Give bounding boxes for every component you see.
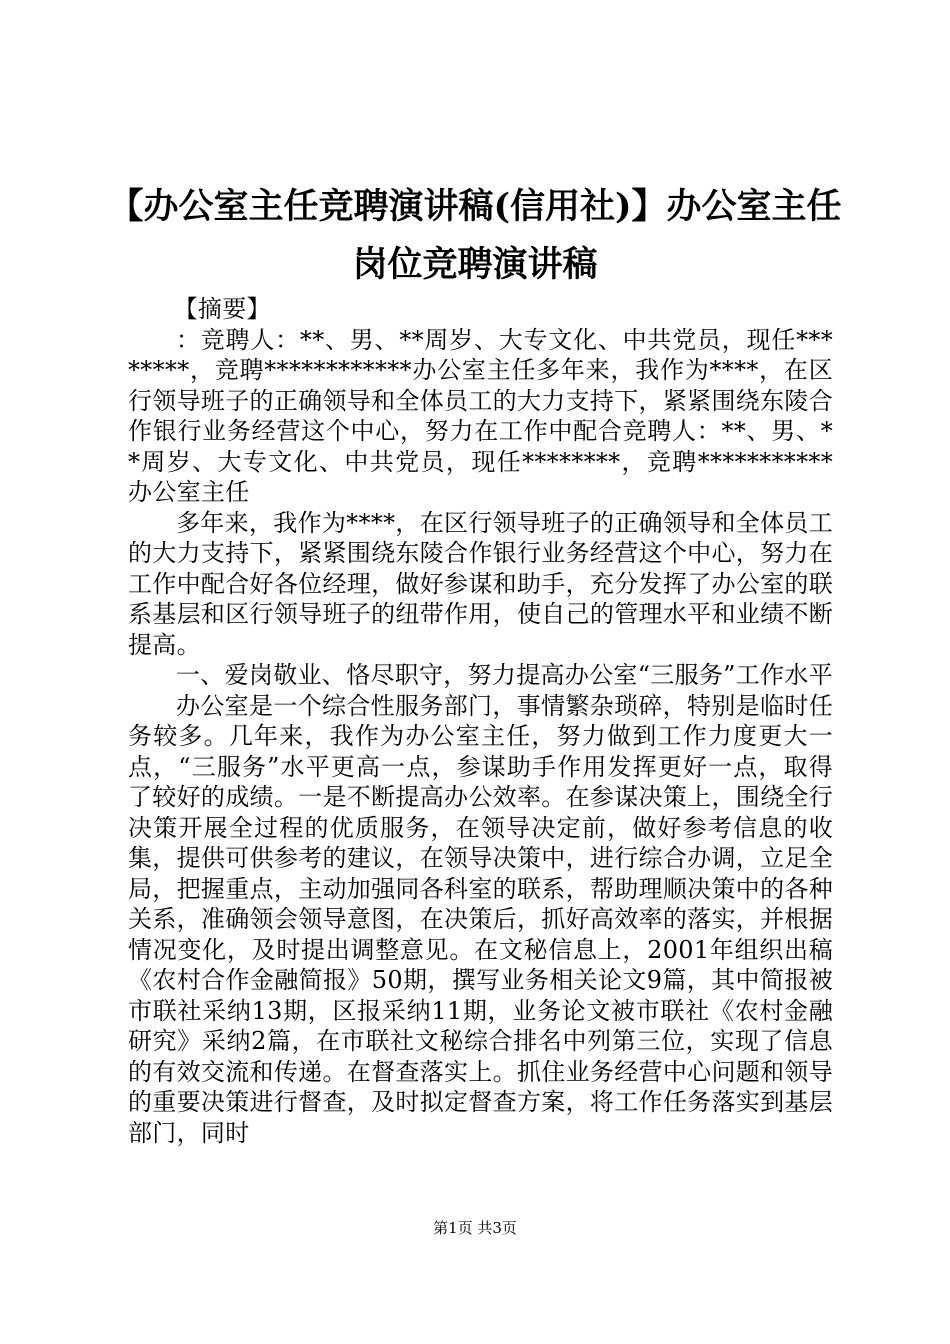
summary-text: ：竞聘人：**、男、**周岁、大专文化、中共党员，现任********，竞聘************办公室主任多年来，我作为****，在区行领导班子的正确领导和全体员工的大力支持下，紧紧围绕东陵合作银行业务经营这个中心，努力在工作中配合竞聘人：**、男、**周岁、大专文化、中共党员，现任********，竞聘***********办公室主任 (128, 325, 833, 506)
body-paragraph: 办公室是一个综合性服务部门，事情繁杂琐碎，特别是临时任务较多。几年来，我作为办公室主任，努力做到工作力度更大一点，“三服务”水平更高一点，参谋助手作用发挥更好一点，取得了较好的成绩。一是不断提高办公效率。在参谋决策上，围绕全行决策开展全过程的优质服务，在领导决定前，做好参考信息的收集，提供可供参考的建议，在领导决策中，进行综合办调，立足全局，把握重点，主动加强同各科室的联系，帮助理顺决策中的各种关系，准确领会领导意图，在决策后，抓好高效率的落实，并根据情况变化，及时提出调整意见。在文秘信息上，2001年组织出稿《农村合作金融简报》50期，撰写业务相关论文9篇，其中简报被市联社采纳13期，区报采纳11期，业务论文被市联社《农村金融研究》采纳2篇，在市联社文秘综合排名中列第三位，实现了信息的有效交流和传递。在督查落实上。抓住业务经营中心问题和领导的重要决策进行督查，及时拟定督查方案，将工作任务落实到基层部门，同时 (128, 691, 833, 1147)
page-footer: 第1页 共3页 (433, 1219, 517, 1237)
document-body (128, 294, 833, 1148)
summary-heading: 【摘要】 (173, 295, 271, 323)
body-paragraph: 多年来，我作为****，在区行领导班子的正确领导和全体员工的大力支持下，紧紧围绕东陵合作银行业务经营这个中心，努力在工作中配合好各位经理，做好参谋和助手，充分发挥了办公室的联系基层和区行领导班子的纽带作用，使自己的管理水平和业绩不断提高。 (128, 508, 833, 659)
section-heading: 一、爱岗敬业、恪尽职守，努力提高办公室“三服务”工作水平 (176, 661, 833, 689)
document-title: 【办公室主任竞聘演讲稿(信用社)】办公室主任岗位竞聘演讲稿 (108, 186, 842, 285)
